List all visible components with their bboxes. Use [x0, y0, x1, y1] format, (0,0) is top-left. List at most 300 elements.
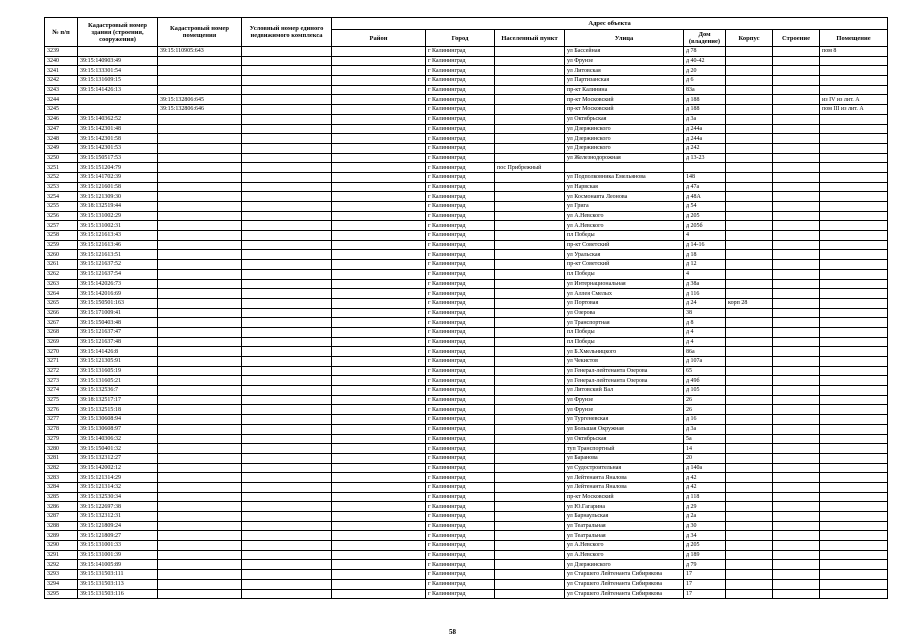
cell-city: г Калининград: [426, 376, 495, 386]
cell-stroenie: [773, 318, 820, 328]
cell-stroenie: [773, 357, 820, 367]
cell-num: 3253: [45, 182, 78, 192]
cell-cad-building: 39:15:121637:47: [78, 327, 158, 337]
cell-house: д 24: [684, 298, 726, 308]
cell-stroenie: [773, 521, 820, 531]
cell-stroenie: [773, 541, 820, 551]
cell-city: г Калининград: [426, 85, 495, 95]
cell-city: г Калининград: [426, 221, 495, 231]
cell-pomeschenie: [820, 560, 888, 570]
cell-city: г Калининград: [426, 589, 495, 599]
cell-street: ул Б.Хмельницкого: [565, 347, 684, 357]
cell-house: д 205: [684, 211, 726, 221]
cell-district: [332, 47, 426, 57]
cell-house: д 29: [684, 502, 726, 512]
cell-cad-building: 39:15:131001:39: [78, 550, 158, 560]
cell-num: 3273: [45, 376, 78, 386]
cell-pomeschenie: [820, 327, 888, 337]
cell-cad-complex: [242, 531, 332, 541]
cell-district: [332, 434, 426, 444]
cell-cad-complex: [242, 424, 332, 434]
cell-stroenie: [773, 502, 820, 512]
table-row: [45, 172, 888, 182]
cell-korpus: [726, 308, 773, 318]
cell-pomeschenie: [820, 163, 888, 173]
cell-cad-building: 39:15:121809:24: [78, 521, 158, 531]
cell-cad-premises: [158, 482, 242, 492]
cell-num: 3285: [45, 492, 78, 502]
cell-district: [332, 85, 426, 95]
cell-cad-complex: [242, 269, 332, 279]
cell-street: ул А.Невского: [565, 211, 684, 221]
cell-street: пл Победы: [565, 337, 684, 347]
cell-pomeschenie: [820, 395, 888, 405]
cell-cad-complex: [242, 589, 332, 599]
cell-num: 3268: [45, 327, 78, 337]
cell-pomeschenie: [820, 531, 888, 541]
cell-cad-premises: [158, 114, 242, 124]
cell-korpus: [726, 492, 773, 502]
cell-stroenie: [773, 366, 820, 376]
cell-district: [332, 231, 426, 241]
cell-korpus: [726, 192, 773, 202]
table-row: [45, 134, 888, 144]
cell-num: 3267: [45, 318, 78, 328]
cell-cad-complex: [242, 541, 332, 551]
cell-korpus: [726, 444, 773, 454]
cell-stroenie: [773, 153, 820, 163]
table-row: [45, 56, 888, 66]
cell-pomeschenie: [820, 434, 888, 444]
cell-num: 3258: [45, 231, 78, 241]
cell-district: [332, 221, 426, 231]
cell-cad-premises: [158, 376, 242, 386]
header-house: Дом (владение): [684, 30, 726, 47]
cell-cad-complex: [242, 134, 332, 144]
header-cad-complex: Условный номер единого недвижимого комплекса: [242, 18, 332, 47]
cell-city: г Калининград: [426, 250, 495, 260]
cell-street: ул Дзержинского: [565, 134, 684, 144]
cell-cad-complex: [242, 560, 332, 570]
cell-num: 3264: [45, 289, 78, 299]
cell-cad-complex: [242, 56, 332, 66]
cell-street: пл Победы: [565, 231, 684, 241]
cell-korpus: [726, 66, 773, 76]
cell-cad-complex: [242, 473, 332, 483]
cell-street: ул А.Невского: [565, 550, 684, 560]
cell-pomeschenie: из IV из лит. А: [820, 95, 888, 105]
cell-cad-building: 39:15:141426:8: [78, 347, 158, 357]
table-row: [45, 318, 888, 328]
cell-cad-building: 39:15:142301:58: [78, 134, 158, 144]
cell-district: [332, 134, 426, 144]
cell-pomeschenie: [820, 250, 888, 260]
cell-city: г Калининград: [426, 105, 495, 115]
cell-street: [565, 163, 684, 173]
cell-city: г Калининград: [426, 357, 495, 367]
table-row: [45, 153, 888, 163]
cell-stroenie: [773, 589, 820, 599]
cell-cad-premises: [158, 541, 242, 551]
table-row: [45, 521, 888, 531]
cell-district: [332, 240, 426, 250]
cell-house: д 79: [684, 560, 726, 570]
table-row: [45, 512, 888, 522]
table-row: [45, 308, 888, 318]
cell-num: 3240: [45, 56, 78, 66]
cell-cad-complex: [242, 463, 332, 473]
cell-cad-complex: [242, 308, 332, 318]
cell-cad-building: 39:15:131503:111: [78, 570, 158, 580]
cell-korpus: [726, 289, 773, 299]
cell-pomeschenie: [820, 415, 888, 425]
table-row: [45, 124, 888, 134]
cell-locality: [495, 492, 565, 502]
cell-pomeschenie: [820, 260, 888, 270]
cell-cad-building: 39:15:142301:48: [78, 124, 158, 134]
cell-stroenie: [773, 405, 820, 415]
cell-locality: [495, 298, 565, 308]
cell-pomeschenie: [820, 550, 888, 560]
cell-cad-premises: [158, 531, 242, 541]
cell-street: ул Фрунзе: [565, 56, 684, 66]
cell-house: д 140а: [684, 463, 726, 473]
cell-cad-building: 39:15:142301:53: [78, 143, 158, 153]
cell-locality: [495, 192, 565, 202]
cell-cad-premises: [158, 192, 242, 202]
cell-stroenie: [773, 327, 820, 337]
cell-stroenie: [773, 570, 820, 580]
cell-city: г Калининград: [426, 386, 495, 396]
cell-city: г Калининград: [426, 531, 495, 541]
cell-street: пр-кт Советский: [565, 240, 684, 250]
cell-city: г Калининград: [426, 240, 495, 250]
cell-cad-premises: [158, 579, 242, 589]
cell-locality: [495, 415, 565, 425]
cell-pomeschenie: [820, 386, 888, 396]
cell-stroenie: [773, 269, 820, 279]
cell-cad-premises: [158, 347, 242, 357]
cell-num: 3294: [45, 579, 78, 589]
cell-locality: [495, 424, 565, 434]
cell-cad-premises: [158, 56, 242, 66]
cell-stroenie: [773, 250, 820, 260]
cell-korpus: [726, 357, 773, 367]
cell-cad-premises: [158, 434, 242, 444]
cell-district: [332, 56, 426, 66]
cell-cad-complex: [242, 415, 332, 425]
cell-pomeschenie: [820, 308, 888, 318]
cell-cad-complex: [242, 143, 332, 153]
cell-num: 3288: [45, 521, 78, 531]
cell-cad-building: 39:15:121809:27: [78, 531, 158, 541]
cell-pomeschenie: [820, 240, 888, 250]
cell-stroenie: [773, 211, 820, 221]
cell-korpus: [726, 76, 773, 86]
cell-locality: [495, 444, 565, 454]
cell-city: г Калининград: [426, 76, 495, 86]
cell-stroenie: [773, 531, 820, 541]
cell-city: г Калининград: [426, 395, 495, 405]
cell-house: д 12: [684, 260, 726, 270]
cell-street: ул Большая Окружная: [565, 424, 684, 434]
cell-cad-premises: [158, 337, 242, 347]
cell-street: ул Дзержинского: [565, 124, 684, 134]
cell-city: г Калининград: [426, 153, 495, 163]
header-pomeschenie: Помещение: [820, 30, 888, 47]
cell-locality: [495, 114, 565, 124]
cell-house: д 20: [684, 66, 726, 76]
cell-cad-premises: [158, 424, 242, 434]
cell-pomeschenie: [820, 153, 888, 163]
cell-district: [332, 182, 426, 192]
cell-cad-premises: [158, 143, 242, 153]
cell-cad-complex: [242, 318, 332, 328]
header-city: Город: [426, 30, 495, 47]
cell-pomeschenie: [820, 289, 888, 299]
cell-num: 3286: [45, 502, 78, 512]
cell-locality: [495, 376, 565, 386]
cell-city: г Калининград: [426, 560, 495, 570]
cell-cad-building: 39:15:121305:91: [78, 357, 158, 367]
cell-korpus: [726, 541, 773, 551]
cell-locality: [495, 269, 565, 279]
table-row: [45, 386, 888, 396]
cell-cad-complex: [242, 47, 332, 57]
cell-stroenie: [773, 463, 820, 473]
cell-korpus: [726, 395, 773, 405]
cell-district: [332, 95, 426, 105]
cadastral-objects-table: [44, 17, 888, 599]
cell-street: ул Чекистов: [565, 357, 684, 367]
cell-cad-building: 39:15:132530:34: [78, 492, 158, 502]
cell-street: ул Старшего Лейтенанта Сибирякова: [565, 589, 684, 599]
cell-cad-building: 39:15:142026:73: [78, 279, 158, 289]
cell-district: [332, 318, 426, 328]
cell-city: г Калининград: [426, 298, 495, 308]
cell-house: 14: [684, 444, 726, 454]
cell-korpus: [726, 279, 773, 289]
cell-cad-premises: [158, 453, 242, 463]
cell-stroenie: [773, 424, 820, 434]
cell-num: 3274: [45, 386, 78, 396]
cell-house: д 13-23: [684, 153, 726, 163]
cell-cad-premises: [158, 221, 242, 231]
cell-cad-premises: 39:15:132806:645: [158, 95, 242, 105]
table-row: [45, 357, 888, 367]
cell-street: ул Октябрьская: [565, 114, 684, 124]
cell-korpus: [726, 337, 773, 347]
cell-korpus: [726, 114, 773, 124]
cell-cad-building: 39:15:150401:32: [78, 444, 158, 454]
cell-street: ул Подполковника Емельянова: [565, 172, 684, 182]
cell-house: 17: [684, 589, 726, 599]
cell-stroenie: [773, 473, 820, 483]
cell-district: [332, 560, 426, 570]
cell-cad-building: 39:15:151204:79: [78, 163, 158, 173]
cell-district: [332, 550, 426, 560]
cell-district: [332, 327, 426, 337]
cell-locality: [495, 85, 565, 95]
cell-cad-complex: [242, 279, 332, 289]
cell-pomeschenie: [820, 521, 888, 531]
cell-locality: [495, 182, 565, 192]
cell-cad-premises: [158, 172, 242, 182]
cell-stroenie: [773, 143, 820, 153]
cell-korpus: [726, 579, 773, 589]
table-row: [45, 260, 888, 270]
table-row: [45, 240, 888, 250]
cell-cad-premises: [158, 298, 242, 308]
cell-stroenie: [773, 114, 820, 124]
cell-city: г Калининград: [426, 211, 495, 221]
cell-cad-building: 39:15:140903:49: [78, 56, 158, 66]
cell-cad-building: 39:15:141005:89: [78, 560, 158, 570]
cell-cad-building: 39:15:121601:58: [78, 182, 158, 192]
cell-cad-complex: [242, 202, 332, 212]
cell-locality: [495, 327, 565, 337]
cell-cad-premises: [158, 415, 242, 425]
cell-num: 3260: [45, 250, 78, 260]
cell-house: д 4: [684, 337, 726, 347]
cell-cad-premises: [158, 240, 242, 250]
cell-city: г Калининград: [426, 444, 495, 454]
cell-house: д 30: [684, 521, 726, 531]
cell-num: 3243: [45, 85, 78, 95]
table-row: [45, 531, 888, 541]
cell-locality: [495, 579, 565, 589]
cell-cad-premises: [158, 589, 242, 599]
cell-stroenie: [773, 66, 820, 76]
cell-cad-complex: [242, 66, 332, 76]
cell-house: д 3а: [684, 424, 726, 434]
cell-street: ул Барнаульская: [565, 512, 684, 522]
cell-cad-complex: [242, 386, 332, 396]
cell-cad-complex: [242, 163, 332, 173]
cell-cad-building: 39:15:131002:31: [78, 221, 158, 231]
cell-city: г Калининград: [426, 308, 495, 318]
cell-cad-premises: [158, 463, 242, 473]
cell-cad-complex: [242, 289, 332, 299]
cell-korpus: [726, 415, 773, 425]
cell-city: г Калининград: [426, 56, 495, 66]
cell-cad-premises: [158, 182, 242, 192]
cell-city: г Калининград: [426, 143, 495, 153]
cell-house: 26: [684, 405, 726, 415]
table-row: [45, 415, 888, 425]
cell-street: ул Портовая: [565, 298, 684, 308]
cell-cad-complex: [242, 482, 332, 492]
cell-num: 3277: [45, 415, 78, 425]
cell-house: 17: [684, 570, 726, 580]
cell-house: д 205: [684, 541, 726, 551]
cell-pomeschenie: [820, 85, 888, 95]
cell-cad-building: 39:15:121314:29: [78, 473, 158, 483]
cell-num: 3276: [45, 405, 78, 415]
cell-street: пр-кт Калинина: [565, 85, 684, 95]
cell-pomeschenie: [820, 231, 888, 241]
cell-city: г Калининград: [426, 231, 495, 241]
table-row: [45, 579, 888, 589]
cell-house: д 34: [684, 531, 726, 541]
cell-street: ул Грига: [565, 202, 684, 212]
cell-city: г Калининград: [426, 279, 495, 289]
cell-cad-building: 39:15:141702:39: [78, 172, 158, 182]
cell-cad-building: 39:15:131503:113: [78, 579, 158, 589]
table-row: [45, 85, 888, 95]
cell-cad-building: [78, 105, 158, 115]
cell-num: 3255: [45, 202, 78, 212]
cell-district: [332, 521, 426, 531]
cell-pomeschenie: [820, 318, 888, 328]
cell-house: 86а: [684, 347, 726, 357]
cell-korpus: [726, 463, 773, 473]
cell-korpus: [726, 260, 773, 270]
table-row: [45, 366, 888, 376]
cell-cad-complex: [242, 570, 332, 580]
cell-house: д 49б: [684, 376, 726, 386]
cell-city: г Калининград: [426, 463, 495, 473]
cell-house: д 54: [684, 202, 726, 212]
cell-locality: [495, 502, 565, 512]
cell-cad-premises: [158, 502, 242, 512]
cell-locality: [495, 512, 565, 522]
cell-num: 3242: [45, 76, 78, 86]
page-number: 58: [449, 628, 456, 636]
cell-pomeschenie: [820, 337, 888, 347]
table-row: [45, 405, 888, 415]
cell-korpus: [726, 482, 773, 492]
cell-stroenie: [773, 182, 820, 192]
cell-cad-building: 39:15:121637:48: [78, 337, 158, 347]
cell-cad-complex: [242, 114, 332, 124]
cell-cad-premises: [158, 512, 242, 522]
cell-street: ул Театральная: [565, 531, 684, 541]
cell-city: г Калининград: [426, 66, 495, 76]
cell-stroenie: [773, 298, 820, 308]
cell-stroenie: [773, 492, 820, 502]
table-row: [45, 337, 888, 347]
cell-district: [332, 482, 426, 492]
cell-stroenie: [773, 202, 820, 212]
cell-cad-complex: [242, 192, 332, 202]
cell-house: 83а: [684, 85, 726, 95]
table-row: [45, 182, 888, 192]
cell-district: [332, 463, 426, 473]
table-row: [45, 434, 888, 444]
cell-num: 3292: [45, 560, 78, 570]
cell-locality: [495, 395, 565, 405]
cell-pomeschenie: [820, 211, 888, 221]
cell-korpus: [726, 376, 773, 386]
cell-stroenie: [773, 240, 820, 250]
cell-korpus: [726, 521, 773, 531]
cell-cad-complex: [242, 579, 332, 589]
cell-city: г Калининград: [426, 337, 495, 347]
table-row: [45, 143, 888, 153]
cell-street: ул Лейтенанта Яналова: [565, 482, 684, 492]
cell-korpus: [726, 424, 773, 434]
cell-cad-building: 39:15:150403:48: [78, 318, 158, 328]
cell-cad-building: 39:15:141426:13: [78, 85, 158, 95]
table-row: [45, 560, 888, 570]
cell-house: д 48А: [684, 192, 726, 202]
cell-city: г Калининград: [426, 405, 495, 415]
cell-stroenie: [773, 231, 820, 241]
cell-locality: [495, 76, 565, 86]
cell-korpus: [726, 502, 773, 512]
cell-locality: [495, 308, 565, 318]
